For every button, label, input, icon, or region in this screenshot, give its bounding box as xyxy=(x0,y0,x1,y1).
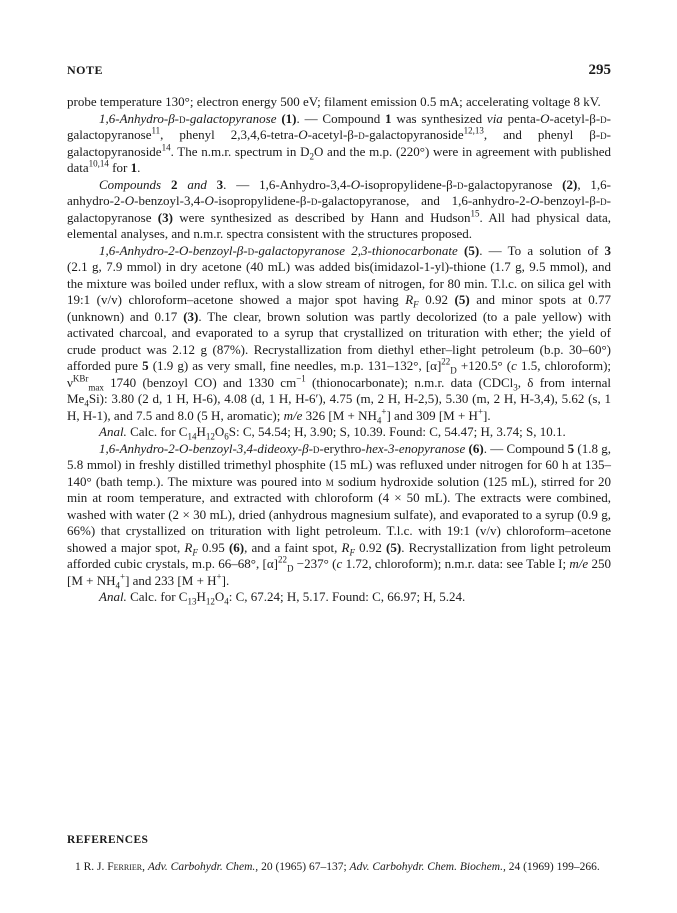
reference-citation: 24 (1969) 199–266. xyxy=(508,861,600,873)
paragraph: 1,6-Anhydro-β-d-galactopyranose (1). — Compound 1 was synthesized via penta-O-acetyl-β-d-galactopyranose$^{11}$, phenyl 2,3,4,6-tetra-O-acetyl-β-d-galactopyranoside$^{12,13}$, and phenyl β-d-galactopyranoside$^{14}$. The n.m.r. spectrum in $D_2O$ and the m.p. (220°) were in agreement with published data$^{10,14}$ for 1. xyxy=(67,110,612,175)
reference-authors: R. J. Ferrier, xyxy=(83,861,145,873)
reference-item xyxy=(67,860,611,874)
paragraph: Anal. Calc. for $C_{14}H_{12}O_6S$: C, 54.54; H, 3.90; S, 10.39. Found: C, 54.47; H, 3.74; S, 10.1. xyxy=(99,424,566,442)
article-body xyxy=(67,94,611,606)
references-heading: REFERENCES xyxy=(67,834,149,846)
paragraph: Anal. Calc. for $C_{13}H_{12}O_4$: C, 67.24; H, 5.17. Found: C, 66.97; H, 5.24. xyxy=(99,589,466,607)
page-header xyxy=(67,62,611,79)
reference-journal: Adv. Carbohydr. Chem. Biochem., xyxy=(349,861,506,873)
reference-journal: Adv. Carbohydr. Chem., xyxy=(147,861,259,873)
paragraph: probe temperature 130°; electron energy 500 eV; filament emission 0.5 mA; accelerating voltage 8 kV. xyxy=(67,94,601,109)
paragraph: 1,6-Anhydro-2-O-benzoyl-β-d-galactopyranose 2,3-thionocarbonate (5). — To a solution of 3 (2.1 g, 7.9 mmol) in dry acetone (40 mL) was added bis(imidazol-1-yl)-thione (1.7 g, 9.5 mmol), and the mixture was boiled under reflux, with a slow stream of nitrogen, for 80 min. T.l.c. on silica gel with 19:1 (v/v) chloroform–acetone showed a major spot having $R_F$ 0.92 (5) and minor spots at 0.77 (unknown) and 0.17 (3). The clear, brown solution was partly decolorized (to a pale yellow) with activated charcoal, and evaporated to a syrup that crystallized on trituration with ether; the yield of crude product was 2.12 g (87%). Recrystallization from diethyl ether–light petroleum (b.p. 30–60°) afforded pure 5 (1.9 g) as very small, fine needles, m.p. 131–132°, $[\alpha]^{22}_D +120.5^\circ$ (c 1.5, chloroform); $\nu^{KBr}_{max}$ 1740 (benzoyl CO) and 1330 $cm^{-1}$ (thionocarbonate); n.m.r. data (CDCl$_3$, δ from internal $Me_4Si$): 3.80 (2 d, 1 H, H-6), 4.08 (d, 1 H, H-6′), 4.75 (m, 2 H, H-2,5), 5.30 (m, 2 H, H-3,4), 5.62 (s, 1 H, H-1), and 7.5 and 8.0 (5 H, aromatic); m/e 326 $[M + NH_4^+]$ and 309 [M + H+]. xyxy=(67,242,612,426)
paragraph: 1,6-Anhydro-2-O-benzoyl-3,4-dideoxy-β-d-erythro-hex-3-enopyranose (6). — Compound 5 (1.8 g, 5.8 mmol) in freshly distilled trimethyl phosphite (15 mL) was refluxed under nitrogen for 60 h at 135–140° (bath temp.). The mixture was poured into m sodium hydroxide solution (125 mL), stirred for 20 min at room temperature, and extracted with chloroform (4 × 50 mL). The extracts were combined, washed with water (2 × 30 mL), dried (anhydrous magnesium sulfate), and evaporated to a syrup (0.9 g, 66%) that crystallized on trituration with light petroleum. T.l.c. with 19:1 (v/v) chloroform–acetone showed a major spot, $R_F$ 0.95 (6), and a faint spot, $R_F$ 0.92 (5). Recrystallization from light petroleum afforded cubic crystals, m.p. 66–68°, $[\alpha]^{22}_D -237^\circ$ (c 1.72, chloroform); n.m.r. data: see Table I; m/e 250 $[M + NH_4^+]$ and 233 [M + H+]. xyxy=(67,440,612,591)
reference-number: 1 xyxy=(75,861,81,873)
references-section xyxy=(67,834,611,874)
paragraph: Compounds 2 and 3. — 1,6-Anhydro-3,4-O-isopropylidene-β-d-galactopyranose (2), 1,6-anhydro-2-O-benzoyl-3,4-O-isopropylidene-β-d-galactopyranose, and 1,6-anhydro-2-O-benzoyl-β-d-galactopyranose (3) were synthesized as described by Hann and Hudson$^{15}$. All had physical data, elemental analyses, and n.m.r. spectra consistent with the structures proposed. xyxy=(67,176,612,241)
page-number: 295 xyxy=(588,62,611,78)
running-head: NOTE xyxy=(67,63,104,77)
reference-citation: 20 (1965) 67–137; xyxy=(261,861,347,873)
